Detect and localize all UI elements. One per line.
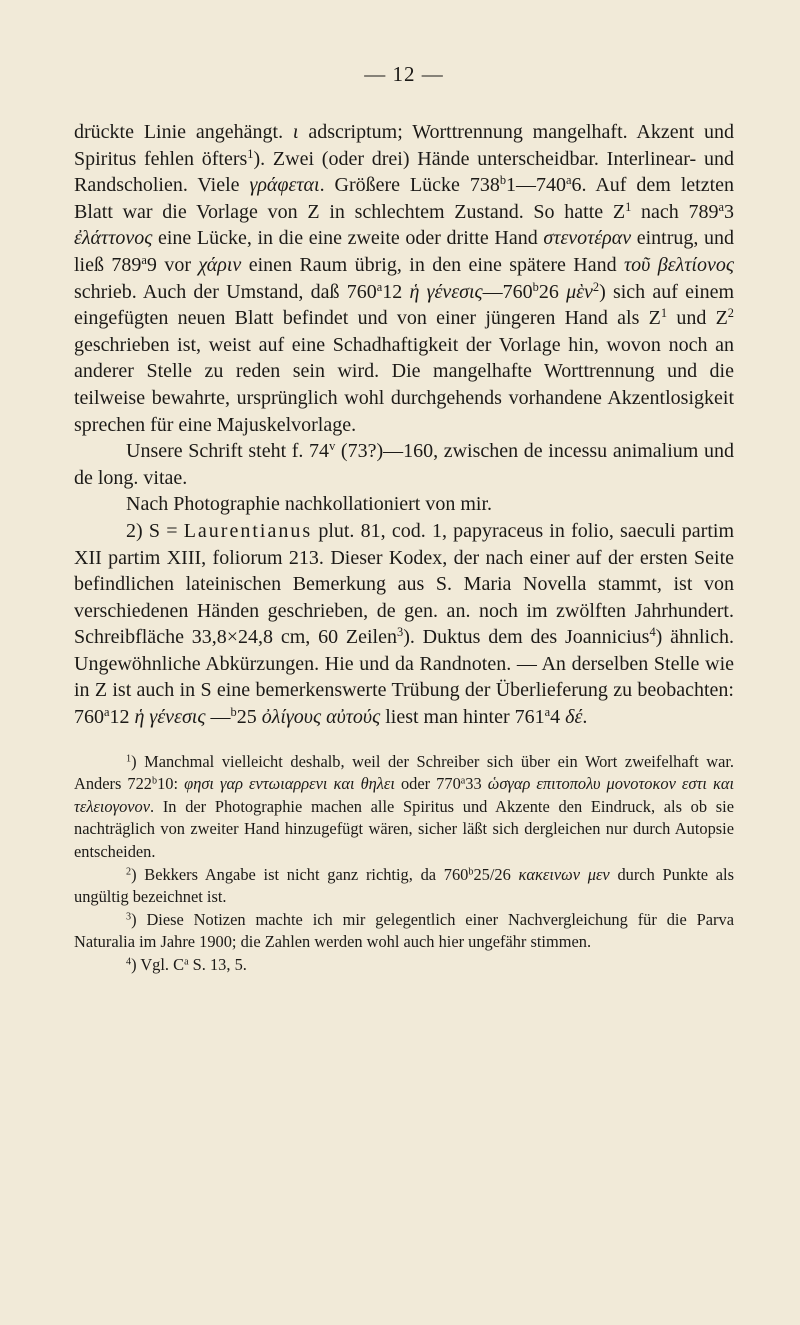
paragraph-1: drückte Linie angehängt. ι adscriptum; Worttrennung mangelhaft. Akzent und Spiritus fehlen öfters$^1$). Zwei (oder drei) Hände unterscheidbar. Interlinear- und Randscholien. Viele γράφεται. Größere Lücke 738$^b$1—740$^a$6. Auf dem letzten Blatt war die Vorlage von Z in schlechtem Zustand. So hatte $Z^1$ nach 789$^a$3 ἐλάττονος eine Lücke, in die eine zweite oder dritte Hand στενοτέραν eintrug, und ließ 789$^a$9 vor χάριν einen Raum übrig, in den eine spätere Hand τοῦ βελτίονος schrieb. Auch der Umstand, daß 760$^a$12 ἡ γένεσις—760$^b$26 μὲν$^2$) sich auf einem eingefügten neuen Blatt befindet und von einer jüngeren Hand als $Z^1$ und $Z^2$ geschrieben ist, weist auf eine Schadhaftigkeit der Vorlage hin, wovon noch an anderer Stelle zu reden sein wird. Die mangelhafte Worttrennung und die teilweise bewahrte, ursprünglich wohl durchgehends vorhandene Akzentlosigkeit sprechen für eine Majuskelvorlage. [74,121,735,436]
footnote-1: $^1$) Manchmal vielleicht deshalb, weil der Schreiber sich über ein Wort zweifelhaft war. Anders 722$^b$10: φησι γαρ εντωιαρρενι και θηλει oder 770$^a$33 ὡσγαρ επιτοπολυ μονοτοκον εστι και τελειογονον. In der Photographie machen alle Spiritus und Akzente den Eindruck, als ob sie nachträglich von zweiter Hand hinzugefügt wären, sicher läßt sich dergleichen nur durch Autopsie entscheiden. [74,751,734,862]
main-text [74,119,734,731]
footnote-3: $^3$) Diese Notizen machte ich mir gelegentlich einer Nachvergleichung für die Parva Naturalia im Jahre 1900; die Zahlen werden wohl auch hier ungefähr stimmen. [74,909,734,952]
footnote-4: $^4$) Vgl. $C^a$ S. 13, 5. [126,955,247,974]
paragraph-4: 2) S = Laurentianus plut. 81, cod. 1, papyraceus in folio, saeculi partim XII partim XIII, foliorum 213. Dieser Kodex, der nach einer auf der ersten Seite befindlichen lateinischen Bemerkung aus S. Maria Novella stammt, ist von verschiedenen Händen geschrieben, de gen. an. noch im zwölften Jahrhundert. Schreibfläche 33,8×24,8 cm, 60 Zeilen$^3$). Duktus dem des Joannicius$^4$) ähnlich. Ungewöhnliche Abkürzungen. Hie und da Randnoten. — An derselben Stelle wie in Z ist auch in S eine bemerkenswerte Trübung der Überlieferung zu beobachten: 760$^a$12 ἡ γένεσις —$^b$25 ὀλίγους αὐτούς liest man hinter 761$^a$4 δέ. [74,519,735,729]
page-number: — 12 — [364,62,444,86]
paragraph-3: Nach Photographie nachkollationiert von mir. [126,493,493,516]
footnote-2: $^2$) Bekkers Angabe ist nicht ganz richtig, da 760$^b$25/26 κακεινων μεν durch Punkte als ungültig bezeichnet ist. [74,864,734,907]
footnotes [74,751,734,977]
paragraph-2: Unsere Schrift steht f. 74$^v$ (73?)—160, zwischen de incessu animalium und de long. vitae. [74,439,734,489]
